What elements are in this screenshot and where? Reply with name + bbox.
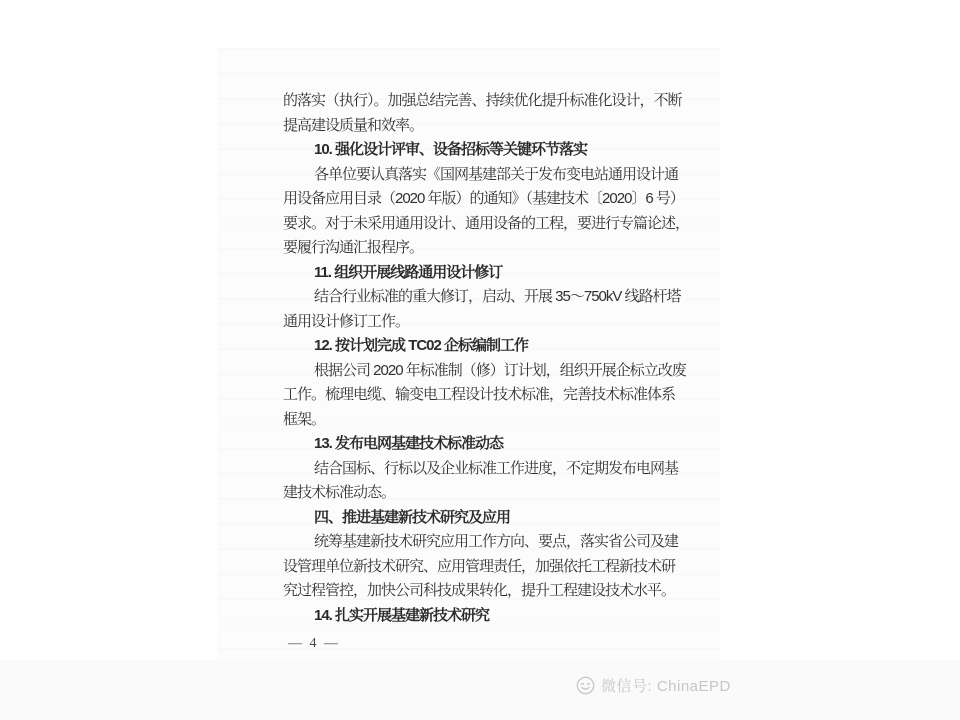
document-text-line: 工作。梳理电缆、输变电工程设计技术标准，完善技术标准体系 <box>283 386 676 403</box>
document-text <box>283 89 690 628</box>
document-text-line: 结合行业标准的重大修订，启动、开展 35～750kV 线路杆塔 <box>314 288 681 305</box>
document-text-line: 的落实（执行）。加强总结完善、持续优化提升标准化设计，不断 <box>283 92 682 109</box>
document-heading-line: 12. 按计划完成 TC02 企标编制工作 <box>314 337 529 354</box>
document-heading-line: 14. 扎实开展基建新技术研究 <box>314 606 490 624</box>
document-heading-line: 10. 强化设计评审、设备招标等关键环节落实 <box>314 141 588 158</box>
document-text-line: 要求。对于未采用通用设计、通用设备的工程，要进行专篇论述， <box>283 214 690 232</box>
document-text-line: 通用设计修订工作。 <box>283 312 410 330</box>
document-section-line: 四、推进基建新技术研究及应用 <box>314 508 511 526</box>
bottom-strip <box>0 660 960 720</box>
document-text-line: 提高建设质量和效率。 <box>283 116 424 134</box>
document-text-line: 根据公司 2020 年标准制（修）订计划，组织开展企标立改废 <box>314 361 686 379</box>
document-text-line: 究过程管控，加快公司科技成果转化，提升工程建设技术水平。 <box>283 582 676 599</box>
document-heading-line: 13. 发布电网基建技术标准动态 <box>314 435 504 452</box>
document-text-line: 建技术标准动态。 <box>283 484 396 501</box>
document-text-line: 要履行沟通汇报程序。 <box>283 239 424 256</box>
document-text-line: 各单位要认真落实《国网基建部关于发布变电站通用设计通 <box>314 165 679 183</box>
watermark <box>575 675 731 696</box>
document-text-line: 框架。 <box>283 410 326 428</box>
document-text-line: 设管理单位新技术研究、应用管理责任，加强依托工程新技术研 <box>283 557 676 575</box>
document-heading-line: 11. 组织开展线路通用设计修订 <box>314 263 503 281</box>
document-text-line: 用设备应用目录（2020 年版）的通知》（基建技术〔2020〕6 号） <box>283 190 684 207</box>
watermark-label: 微信号: ChinaEPD <box>601 678 731 695</box>
wechat-face-icon <box>575 675 596 696</box>
document-text-line: 统筹基建新技术研究应用工作方向、要点，落实省公司及建 <box>314 533 679 550</box>
page-number: — 4 — <box>288 636 340 651</box>
document-text-line: 结合国标、行标以及企业标准工作进度，不定期发布电网基 <box>314 459 679 477</box>
